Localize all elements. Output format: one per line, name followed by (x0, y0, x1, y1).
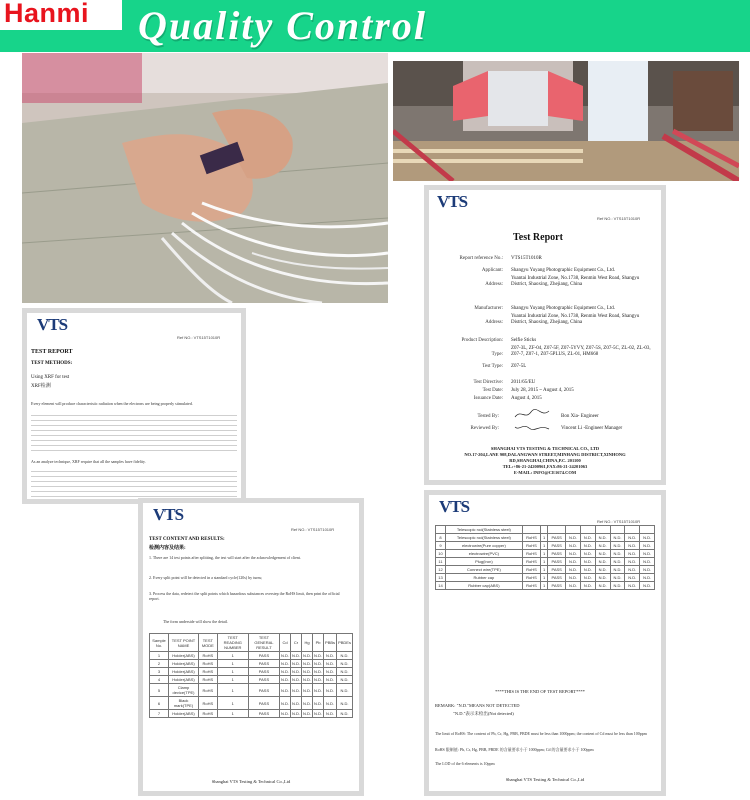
table-cell: N.D. (640, 534, 655, 542)
table-cell: 5 (150, 684, 169, 697)
table-cell (625, 526, 640, 534)
table-column-header: TEST MODE (198, 634, 217, 652)
table-cell: PASS (248, 676, 279, 684)
table-cell: N.D. (625, 542, 640, 550)
table-cell: Holder(ABS) (169, 710, 199, 718)
table-cell: N.D. (337, 676, 353, 684)
table-cell: N.D. (595, 534, 610, 542)
table-cell: N.D. (281, 661, 290, 666)
field-label: Report reference No.: (459, 256, 503, 261)
table-cell (595, 526, 610, 534)
table-cell: 1 (217, 668, 248, 676)
table-cell: 7 (150, 710, 169, 718)
ref-number: Ref NO.: VTS15T1010R (597, 216, 641, 221)
table-cell: Telescopic rod(Stainless steel) (446, 534, 523, 542)
table-cell: N.D. (640, 550, 655, 558)
table-cell: N.D. (640, 566, 655, 574)
table-cell: Telescopic rod(Stainless steel) (446, 526, 523, 534)
brand-logo (0, 0, 122, 30)
table-row (436, 574, 655, 582)
field-label: Test Directive: (473, 380, 503, 385)
table-cell (436, 526, 446, 534)
table-column-header: Cd (280, 634, 291, 652)
signature-tester (513, 408, 553, 420)
table-cell: RoHS (522, 534, 540, 542)
table-cell: N.D. (324, 684, 337, 697)
table-cell: N.D. (566, 566, 581, 574)
rohs-limit-cn: RoHS 限制值: Pb, Cr, Hg, PBB, PBDE 的含量要求小于 1000ppm; Cd 的含量要求小于 100ppm (435, 747, 594, 752)
table-cell: N.D. (595, 550, 610, 558)
table-cell: N.D. (580, 542, 595, 550)
table-cell: N.D. (324, 652, 337, 660)
table-cell: N.D. (292, 711, 301, 716)
table-row (150, 660, 353, 668)
table-cell: 10 (436, 550, 446, 558)
field-label: Test Type: (482, 364, 503, 369)
table-cell: N.D. (302, 697, 313, 710)
table-cell: Rubber cap (446, 574, 523, 582)
table-header-row (150, 634, 353, 652)
results-table-body (150, 652, 353, 718)
test-results-document (138, 498, 364, 796)
table-cell: PASS (548, 550, 566, 558)
table-cell: PASS (248, 660, 279, 668)
table-cell: N.D. (337, 668, 353, 676)
page-title: Quality Control (138, 3, 427, 48)
results-item-4: The form underside will show the detail. (163, 619, 228, 624)
table-cell: N.D. (280, 697, 291, 710)
report-title: Test Report (513, 232, 563, 243)
table-cell: N.D. (291, 697, 302, 710)
table-cell: N.D. (303, 677, 312, 682)
vts-logo: VTS (439, 497, 470, 516)
table-cell: RoHS (522, 542, 540, 550)
brand-name: Hanmi (4, 0, 90, 28)
table-cell: 13 (436, 574, 446, 582)
table-cell: N.D. (314, 661, 323, 666)
field-value: July 28, 2015 ~ August 4, 2015 (511, 388, 574, 393)
table-cell: PASS (548, 542, 566, 550)
table-row (436, 582, 655, 590)
method-line-3: Every element will produce characteristic radiation when the electrons are being properly stimulated. (31, 401, 193, 406)
table-cell: N.D. (303, 653, 312, 658)
results-table-body (436, 526, 655, 590)
table-cell: N.D. (640, 542, 655, 550)
table-cell: Holder(ABS) (169, 652, 199, 660)
table-cell: N.D. (580, 534, 595, 542)
table-row (436, 542, 655, 550)
table-cell: N.D. (580, 582, 595, 590)
table-cell: 1 (541, 534, 548, 542)
table-column-header: Sample No. (150, 634, 169, 652)
table-cell: electrowire(PVC) (446, 550, 523, 558)
table-cell: N.D. (302, 684, 313, 697)
table-column-header: TEST POINT NAME (169, 634, 199, 652)
table-cell: N.D. (566, 574, 581, 582)
test-results-page (143, 503, 359, 791)
table-cell: 14 (436, 582, 446, 590)
table-cell: RoHS (198, 697, 217, 710)
table-cell: N.D. (640, 558, 655, 566)
table-column-header: Hg (302, 634, 313, 652)
test-methods-page (27, 313, 241, 499)
results-heading: TEST CONTENT AND RESULTS: (149, 537, 225, 542)
table-cell: N.D. (337, 660, 353, 668)
table-cell: PASS (548, 534, 566, 542)
method-body-text-2 (31, 469, 237, 499)
table-cell: N.D. (324, 668, 337, 676)
table-cell: N.D. (337, 684, 353, 697)
table-cell: N.D. (566, 550, 581, 558)
table-cell: 1 (217, 697, 248, 710)
ref-number: Ref NO.: VTS15T1010R (177, 335, 221, 340)
field-value: Shangyu Yuyang Photographic Equipment Co., Ltd. (511, 268, 615, 273)
field-label: Issuance Date: (473, 396, 503, 401)
table-cell: N.D. (595, 574, 610, 582)
table-cell (548, 526, 566, 534)
table-cell: N.D. (566, 582, 581, 590)
end-of-report: ****THIS IS THE END OF TEST REPORT**** (495, 689, 585, 694)
table-cell: 9 (436, 542, 446, 550)
table-cell: RoHS (198, 660, 217, 668)
results-heading-cn: 检测内容及结果: (149, 546, 186, 551)
table-cell: Holder(ABS) (169, 660, 199, 668)
table-cell: N.D. (313, 697, 324, 710)
table-cell: N.D. (280, 684, 291, 697)
method-line-4: As an analyze technique, XRF require that all the samples have fidelity. (31, 459, 146, 464)
table-cell: RoHS (198, 684, 217, 697)
table-cell: N.D. (595, 582, 610, 590)
table-cell: N.D. (625, 558, 640, 566)
table-cell: N.D. (566, 534, 581, 542)
field-value: Z07-5L (511, 364, 527, 369)
table-cell: 11 (436, 558, 446, 566)
table-cell: N.D. (324, 676, 337, 684)
table-cell: N.D. (610, 574, 625, 582)
photo1-illustration (22, 53, 388, 303)
method-line-2: XRF检测 (31, 384, 51, 389)
remark: REMARK: "N.D."MEANS NOT DETECTED (435, 703, 520, 708)
table-cell: N.D. (337, 652, 353, 660)
results-table (149, 633, 353, 718)
table-cell: RoHS (198, 652, 217, 660)
table-column-header: PBDEs (337, 634, 353, 652)
hands-testing-cables-photo (22, 53, 388, 303)
test-report-document (424, 185, 666, 485)
field-label: Applicant: (481, 268, 503, 273)
test-results-continued-document (424, 490, 666, 796)
method-line-1: Using XRF for test (31, 375, 70, 380)
table-cell: Plug(Iron) (446, 558, 523, 566)
table-cell (541, 526, 548, 534)
footer-line: RD,SHANGHAI,CHINA,P.C. 201100 (509, 458, 581, 463)
table-cell: N.D. (610, 542, 625, 550)
table-cell: N.D. (314, 677, 323, 682)
table-cell (522, 526, 540, 534)
results-item-1: 1. There are 14 test points after splitting, the test will start after the acknowledgement of client. (149, 555, 301, 560)
table-cell: N.D. (303, 669, 312, 674)
field-label: Address: (485, 282, 503, 287)
table-cell: N.D. (324, 697, 337, 710)
table-cell: RoHS (522, 550, 540, 558)
table-cell: 4 (150, 676, 169, 684)
table-cell: 8 (436, 534, 446, 542)
table-cell: N.D. (281, 677, 290, 682)
results-item-2: 2. Every split point will be detected in a standard cycle(120s) by turns; (149, 575, 263, 580)
ref-number: Ref NO.: VTS15T1010R (597, 519, 641, 524)
table-cell (640, 526, 655, 534)
table-row (150, 710, 353, 718)
table-cell: N.D. (292, 653, 301, 658)
table-cell: N.D. (625, 534, 640, 542)
assembly-line-workers-photo (393, 61, 739, 181)
field-value: VTS15T1010R (511, 256, 542, 261)
vts-logo: VTS (37, 315, 68, 334)
table-row (150, 676, 353, 684)
table-cell: RoHS (522, 566, 540, 574)
table-cell: RoHS (522, 582, 540, 590)
table-row (436, 526, 655, 534)
table-row (150, 697, 353, 710)
table-cell: RoHS (198, 676, 217, 684)
table-cell: N.D. (625, 566, 640, 574)
table-cell: 1 (541, 566, 548, 574)
table-cell: N.D. (566, 542, 581, 550)
tested-by-label: Tested By: (477, 414, 499, 419)
vts-logo: VTS (437, 192, 468, 211)
table-row (436, 550, 655, 558)
ref-number: Ref NO.: VTS15T1010R (291, 527, 335, 532)
table-cell: RoHS (522, 574, 540, 582)
table-cell: PASS (548, 582, 566, 590)
table-cell: Black mark(TPE) (169, 697, 199, 710)
table-cell: N.D. (324, 710, 337, 718)
lod-text: The LOD of the 6 elements is 10ppm (435, 761, 495, 766)
field-label: Manufacturer: (474, 306, 503, 311)
table-cell: N.D. (324, 660, 337, 668)
test-report-page (429, 190, 661, 480)
table-cell: 1 (217, 684, 248, 697)
table-cell: 1 (150, 652, 169, 660)
table-cell: N.D. (313, 684, 324, 697)
field-value: Yuantai Industrial Zone, No.1738, Renmin West Road, Shangyu District, Shaoxing, Zhejiang, China (511, 276, 640, 287)
test-methods-document (22, 308, 246, 504)
table-cell: Holder(ABS) (169, 676, 199, 684)
table-cell: N.D. (610, 582, 625, 590)
table-cell: N.D. (625, 574, 640, 582)
table-cell: N.D. (291, 684, 302, 697)
table-column-header: TEST GENERAL RESULT (248, 634, 279, 652)
table-cell: N.D. (580, 574, 595, 582)
tested-by-name: Bon Xia- Engineer (561, 414, 599, 419)
table-cell: 1 (541, 550, 548, 558)
table-column-header: TEST READING NUMBER (217, 634, 248, 652)
table-row (436, 558, 655, 566)
table-cell: N.D. (610, 534, 625, 542)
table-cell: N.D. (292, 677, 301, 682)
table-cell: 1 (217, 676, 248, 684)
lab-footer: Shanghai VTS Testing & Technical Co.,Ltd (211, 779, 291, 784)
table-cell: N.D. (337, 697, 353, 710)
table-cell: N.D. (580, 558, 595, 566)
reviewed-by-name: Vincent Li -Engineer Manager (561, 426, 623, 431)
table-cell (566, 526, 581, 534)
table-row (436, 566, 655, 574)
table-cell: 6 (150, 697, 169, 710)
table-cell: Connect wire(TPE) (446, 566, 523, 574)
table-cell: N.D. (610, 558, 625, 566)
table-cell: N.D. (281, 653, 290, 658)
table-cell: PASS (248, 652, 279, 660)
remark-cn: "N.D."表示未检出(Not detected) (453, 711, 514, 716)
rohs-limit: The limit of RoHS: The content of Pb, Cr, Hg, PBB, PBDE must be less than 1000ppm; the content of Cd must be less than 100ppm (435, 731, 647, 736)
table-cell: N.D. (314, 711, 323, 716)
photo2-illustration (393, 61, 739, 181)
signature-reviewer (513, 421, 553, 433)
table-cell: PASS (248, 710, 279, 718)
table-cell: electrowire(Pure copper) (446, 542, 523, 550)
table-row (150, 684, 353, 697)
table-cell: N.D. (303, 711, 312, 716)
footer-line: TEL:+86-21-24200961,FAX:86-21-24201063 (502, 464, 588, 469)
table-cell (610, 526, 625, 534)
table-cell: N.D. (292, 669, 301, 674)
field-value: Yuantai Industrial Zone, No.1738, Renmin West Road, Shangyu District, Shaoxing, Zhejiang, China (511, 314, 640, 325)
table-cell: Rubber cap(ABS) (446, 582, 523, 590)
table-column-header: Pb (313, 634, 324, 652)
field-value: Z07-3L, ZF-04, Z07-5F, Z07-5YVY, Z07-5S, Z07-5C, ZL-02, ZL-03, Z07-7, Z07-1, Z07-5PLUS, ZL-01, HM668 (511, 346, 651, 357)
vts-logo: VTS (153, 505, 184, 524)
table-cell: N.D. (303, 661, 312, 666)
table-cell: N.D. (580, 550, 595, 558)
field-value: Selfie Sticks (511, 338, 537, 343)
table-cell: PASS (248, 684, 279, 697)
brand-underlay (0, 30, 122, 52)
footer-line: SHANGHAI VTS TESTING & TECHNICAL CO., LTD (490, 446, 600, 451)
table-cell: RoHS (198, 710, 217, 718)
lab-footer (429, 446, 661, 476)
table-cell (580, 526, 595, 534)
table-row (150, 668, 353, 676)
table-cell: N.D. (640, 582, 655, 590)
table-row (436, 534, 655, 542)
table-column-header: Cr (291, 634, 302, 652)
table-cell: 1 (541, 542, 548, 550)
table-cell: PASS (548, 566, 566, 574)
table-cell: N.D. (595, 566, 610, 574)
table-cell: 1 (541, 574, 548, 582)
table-cell: N.D. (337, 710, 353, 718)
field-label: Address: (485, 320, 503, 325)
table-cell: Holder(ABS) (169, 668, 199, 676)
table-cell: RoHS (198, 668, 217, 676)
table-cell: PASS (248, 668, 279, 676)
field-value: 2011/65/EU (511, 380, 536, 385)
table-cell: N.D. (281, 711, 290, 716)
table-column-header: PBBs (324, 634, 337, 652)
table-cell: N.D. (566, 558, 581, 566)
table-cell: PASS (548, 574, 566, 582)
table-cell: 1 (541, 558, 548, 566)
table-cell: N.D. (314, 653, 323, 658)
results-item-3: 3. Process the data, redetect the split points which hazardous substances overstep the RoHS limit, then print the official report. (149, 591, 340, 601)
table-cell: 1 (541, 582, 548, 590)
table-cell: N.D. (281, 669, 290, 674)
table-cell: N.D. (595, 558, 610, 566)
footer-line: E-MAIL: INFO@CE1674.COM (513, 470, 577, 475)
table-cell: 1 (217, 652, 248, 660)
reviewed-by-label: Reviewed By: (470, 426, 499, 431)
table-cell: N.D. (610, 550, 625, 558)
lab-footer: Shanghai VTS Testing & Technical Co.,Ltd (505, 777, 585, 782)
table-cell: N.D. (292, 661, 301, 666)
field-label: Test Date: (482, 388, 503, 393)
table-cell: N.D. (580, 566, 595, 574)
field-label: Product Description: (461, 338, 503, 343)
table-cell: N.D. (314, 669, 323, 674)
table-cell: 12 (436, 566, 446, 574)
table-cell: N.D. (595, 542, 610, 550)
table-cell: 2 (150, 660, 169, 668)
results-table-continued (435, 525, 655, 590)
field-value: August 4, 2015 (511, 396, 542, 401)
methods-subheading: TEST METHODS: (31, 361, 73, 366)
table-row (150, 652, 353, 660)
report-heading: TEST REPORT (31, 349, 73, 355)
table-cell: PASS (248, 697, 279, 710)
table-cell: N.D. (625, 582, 640, 590)
table-cell: 1 (217, 710, 248, 718)
table-cell: N.D. (610, 566, 625, 574)
table-cell: 3 (150, 668, 169, 676)
method-body-text (31, 413, 237, 453)
table-cell: N.D. (640, 574, 655, 582)
field-value: Shangyu Yuyang Photographic Equipment Co., Ltd. (511, 306, 615, 311)
table-cell: 1 (217, 660, 248, 668)
test-results-continued-page (429, 495, 661, 791)
table-cell: PASS (548, 558, 566, 566)
footer-line: NO.17-204,LANE 908,DALANGWAN STREET,MINHANG DISTRICT,XINHONG (464, 452, 626, 457)
field-label: Type: (491, 352, 503, 357)
table-cell: N.D. (625, 550, 640, 558)
table-cell: RoHS (522, 558, 540, 566)
table-cell: Clamp device(TPE) (169, 684, 199, 697)
